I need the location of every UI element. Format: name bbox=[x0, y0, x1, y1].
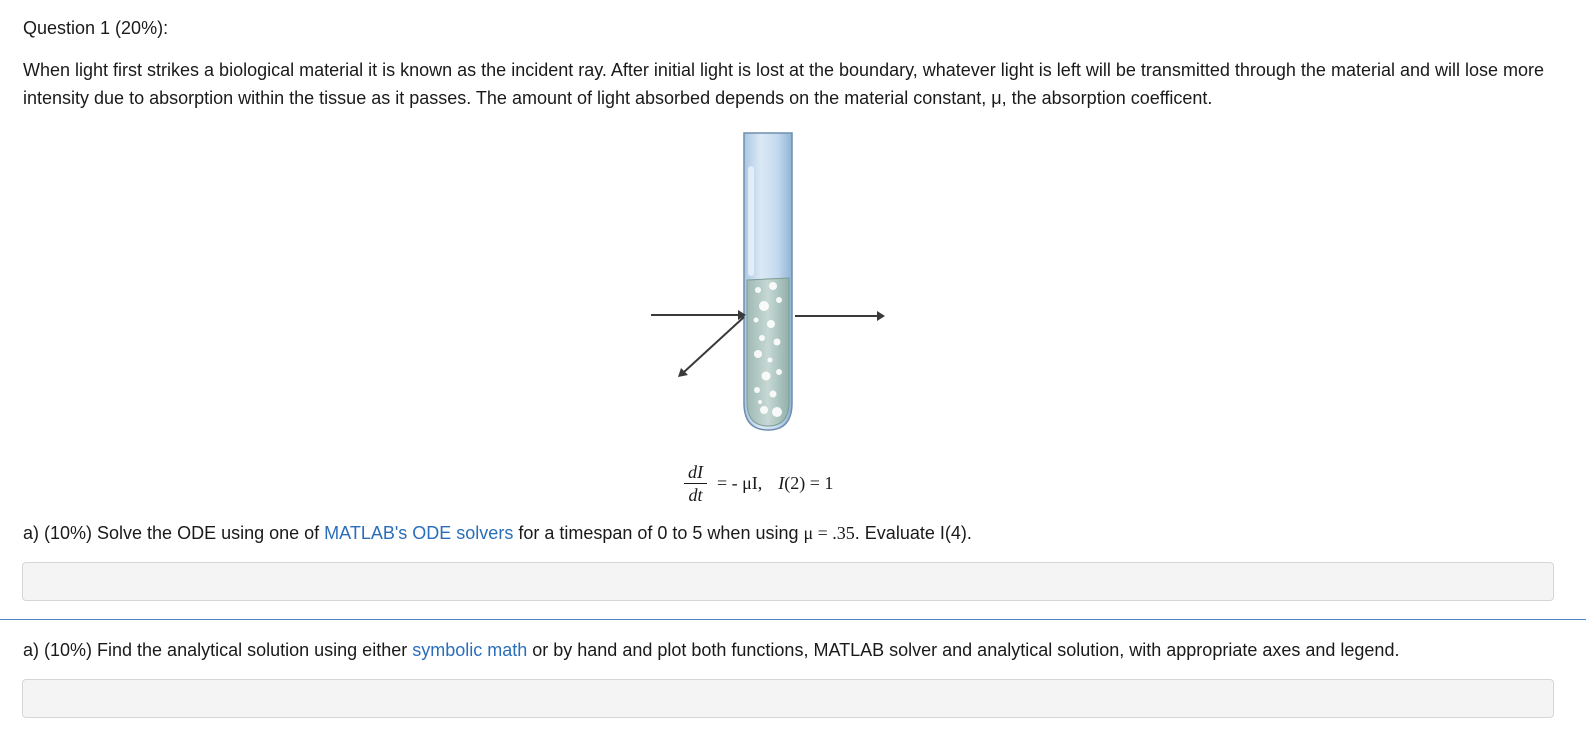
derivative-fraction bbox=[684, 462, 707, 505]
part-b-prefix: a) (10%) Find the analytical solution using either bbox=[23, 640, 413, 660]
test-tube-light-diagram-icon bbox=[640, 128, 900, 438]
equation-rhs: = - μI, bbox=[717, 472, 763, 493]
fraction-numerator: dI bbox=[688, 461, 703, 482]
part-b-suffix: or by hand and plot both functions, MATLAB solver and analytical solution, with appropriate axes and legend. bbox=[527, 640, 1400, 660]
initial-condition bbox=[778, 473, 833, 494]
ode-equation bbox=[684, 458, 833, 508]
symbolic-math-link[interactable]: symbolic math bbox=[412, 640, 528, 660]
mu-value: μ = .35 bbox=[803, 523, 855, 543]
section-divider bbox=[0, 619, 1586, 620]
part-b-answer-input[interactable] bbox=[22, 679, 1554, 718]
part-a-answer-input[interactable] bbox=[22, 562, 1554, 601]
condition-rest: (2) = 1 bbox=[784, 472, 834, 493]
part-a-prefix: a) (10%) Solve the ODE using one of bbox=[23, 523, 325, 543]
part-a-prompt bbox=[23, 522, 972, 544]
part-a-suffix: . Evaluate I(4). bbox=[854, 523, 972, 543]
question-intro: When light first strikes a biological material it is known as the incident ray. After initial light is lost at the boundary, whatever light is left will be transmitted through the material and will lose more intensity due to absorption within the tissue as it passes. The amount of light absorbed depends on the material constant, μ, the absorption coefficent. bbox=[23, 60, 1545, 108]
fraction-bar bbox=[684, 483, 707, 484]
matlab-ode-solvers-link[interactable]: MATLAB's ODE solvers bbox=[324, 523, 514, 543]
part-b-prompt bbox=[23, 639, 1399, 661]
question-heading: Question 1 (20%): bbox=[23, 18, 169, 38]
fraction-denominator: dt bbox=[688, 484, 703, 505]
condition-function: I bbox=[778, 472, 785, 493]
part-a-middle: for a timespan of 0 to 5 when using bbox=[513, 523, 804, 543]
